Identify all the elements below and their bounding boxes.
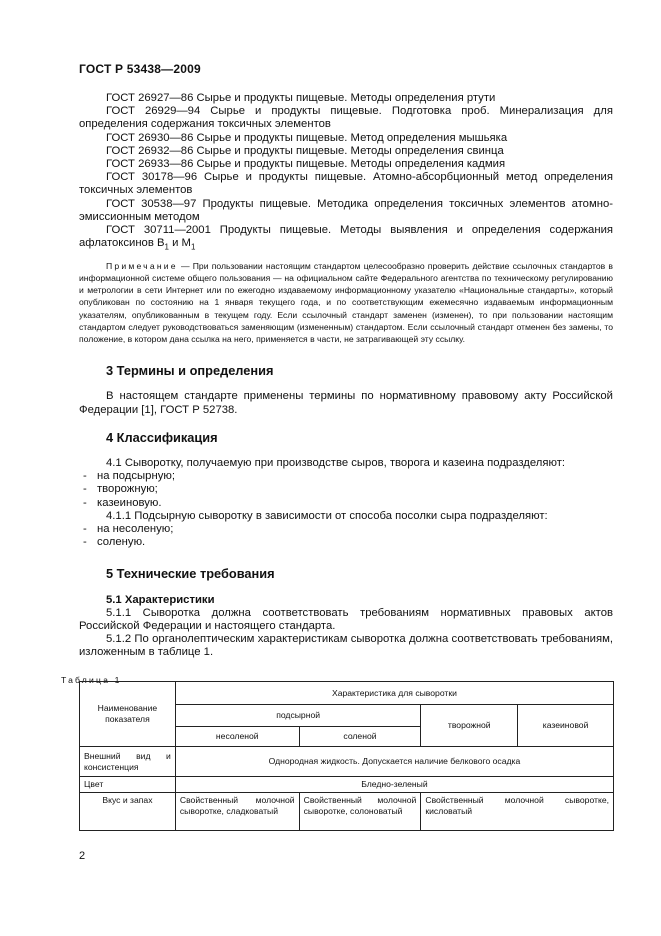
table-caption: Таблица 1 — [61, 674, 122, 685]
reference-entry: ГОСТ 26933—86 Сырье и продукты пищевые. Методы определения кадмия — [106, 158, 506, 171]
table-row — [80, 793, 614, 831]
section-4-title: 4 Классификация — [106, 429, 218, 445]
table-row — [80, 747, 614, 777]
header-tvorozhnoy: творожной — [421, 705, 518, 747]
row-name: Внешний вид и консистенция — [80, 747, 176, 777]
clause-4-1-1: 4.1.1 Подсырную сыворотку в зависимости от способа посолки сыра подразделяют: — [106, 509, 548, 522]
document-header: ГОСТ Р 53438—2009 — [79, 62, 201, 76]
reference-entry: ГОСТ 30178—96 Сырье и продукты пищевые. Атомно-абсорбционный метод определения токсичных элементов — [79, 171, 613, 197]
list-item: - на подсырную; — [83, 470, 175, 483]
reference-entry: ГОСТ 30538—97 Продукты пищевые. Методика определения токсичных элементов атомно-эмиссионным методом — [79, 197, 613, 223]
organoleptic-table — [79, 681, 614, 831]
list-item: - казеиновую. — [83, 496, 162, 509]
header-indicator-name: Наименование показателя — [80, 682, 176, 747]
reference-entry: ГОСТ 26932—86 Сырье и продукты пищевые. Методы определения свинца — [106, 144, 504, 157]
note-label: Примечание — [106, 260, 178, 271]
clause-5-1-1: 5.1.1 Сыворотка должна соответствовать требованиям нормативных правовых актов Российской Федерации и настоящего стандарта. — [79, 606, 613, 632]
reference-entry: ГОСТ 26930—86 Сырье и продукты пищевые. Метод определения мышьяка — [106, 131, 508, 144]
list-item: - соленую. — [83, 536, 146, 549]
header-characteristic: Характеристика для сыворотки — [175, 682, 613, 705]
row-name: Цвет — [80, 777, 176, 793]
note — [79, 260, 613, 345]
section-3-text: В настоящем стандарте применены термины по нормативному правовому акту Российской Федерации [1], ГОСТ Р 52738. — [79, 390, 613, 416]
reference-entry: ГОСТ 30711—2001 Продукты пищевые. Методы выявления и определения содержания афлатоксинов $В_1$ и $М_1$ — [79, 224, 613, 252]
subsection-5-1-title: 5.1 Характеристики — [106, 593, 215, 606]
reference-entry: ГОСТ 26927—86 Сырье и продукты пищевые. Методы определения ртути — [106, 92, 496, 104]
header-solenoy: соленой — [299, 727, 421, 747]
document-body — [61, 92, 613, 687]
table-row — [80, 777, 614, 793]
header-nesolenoy: несоленой — [175, 727, 299, 747]
page-number: 2 — [79, 850, 86, 862]
list-item: - на несоленую; — [83, 522, 174, 535]
row-value: Свойственный молочной сыворотке, сладковатый — [175, 793, 299, 831]
note-text: — При пользовании настоящим стандартом целесообразно проверить действие ссылочных стандартов в информационной системе общего пользования — на официальном сайте Федерального агентства по техническому регулированию и метрологии в сети Интернет или по ежегодно издаваемому информационному указателю «Национальные стандарты», который опубликован по состоянию на 1 января текущего года, и по соответствующим ежемесячно издаваемым информационным указателям, опубликованным в текущем году. Если ссылочный стандарт заменен (изменен), то при пользовании настоящим стандартом следует руководствоваться заменяющим (измененным) стандартом. Если ссылочный стандарт отменен без замены, то положение, в котором дана ссылка на него, применяется в части, не затрагивающей эту ссылку. — [79, 260, 613, 344]
clause-4-1: 4.1 Сыворотку, получаемую при производстве сыров, творога и казеина подразделяют: — [106, 456, 566, 469]
clause-5-1-2: 5.1.2 По органолептическим характеристикам сыворотка должна соответствовать требованиям, изложенным в таблице 1. — [79, 633, 613, 659]
row-value: Свойственный молочной сыворотке, кисловатый — [421, 793, 614, 831]
header-podsyrnoy: подсырной — [175, 705, 420, 727]
row-name: Вкус и запах — [80, 793, 176, 831]
reference-entry: ГОСТ 26929—94 Сырье и продукты пищевые. Подготовка проб. Минерализация для определения содержания токсичных элементов — [79, 105, 613, 131]
header-kazeinovoy: казеиновой — [518, 705, 614, 747]
row-value: Бледно-зеленый — [175, 777, 613, 793]
row-value: Однородная жидкость. Допускается наличие белкового осадка — [175, 747, 613, 777]
list-item: - творожную; — [83, 483, 158, 496]
section-5-title: 5 Технические требования — [106, 566, 275, 582]
section-3-title: 3 Термины и определения — [106, 363, 274, 379]
row-value: Свойственный молочной сыворотке, солоноватый — [299, 793, 421, 831]
